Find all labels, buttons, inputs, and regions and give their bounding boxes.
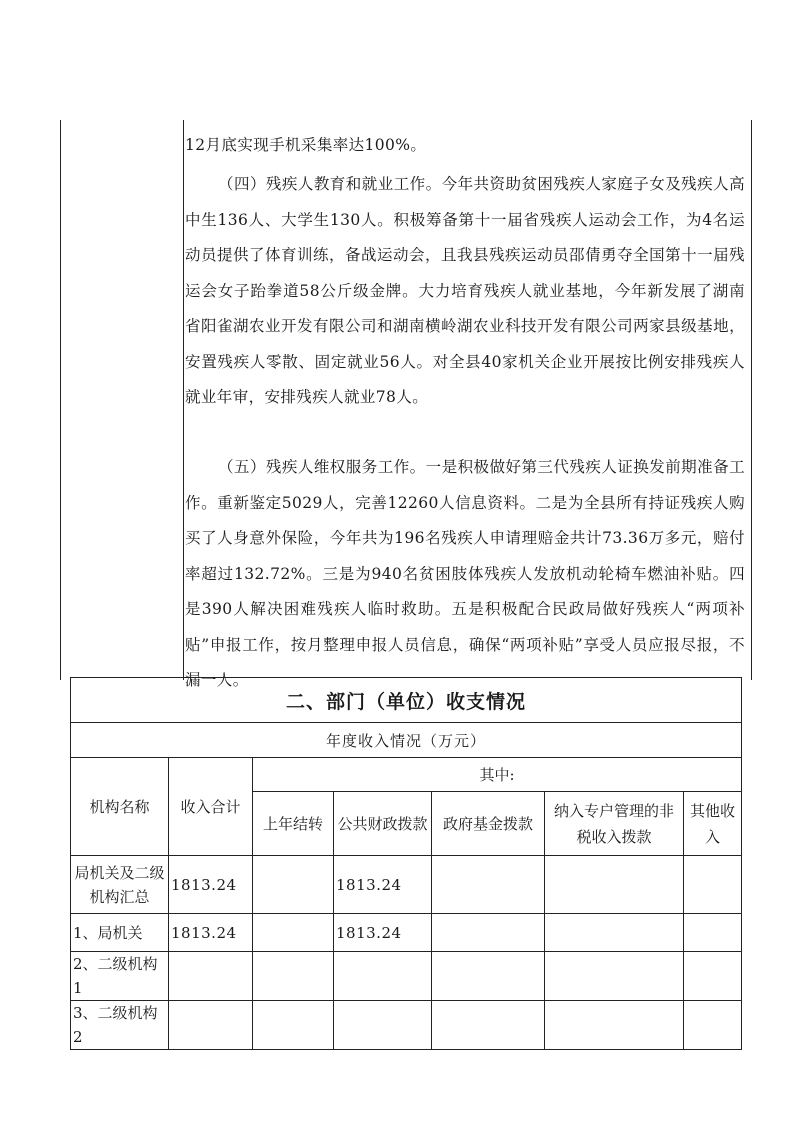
section-subtitle: 年度收入情况（万元） [71, 723, 742, 758]
column-divider [183, 120, 184, 680]
table-row [71, 856, 742, 914]
row-total [169, 1001, 253, 1050]
row-org-name: 局机关及二级机构汇总 [71, 856, 169, 914]
row-public-finance: 1813.24 [334, 914, 432, 952]
row-public-finance [334, 952, 432, 1001]
row-non-tax [545, 1001, 684, 1050]
section-title-row [71, 678, 742, 723]
row-gov-fund [432, 856, 545, 914]
paragraph-phone-collection: 12月底实现手机采集率达100%。 [185, 136, 427, 154]
row-total [169, 952, 253, 1001]
row-public-finance [334, 1001, 432, 1050]
row-non-tax [545, 856, 684, 914]
table-row [71, 952, 742, 1001]
row-total: 1813.24 [169, 856, 253, 914]
header-of-which: 其中: [253, 758, 742, 792]
subtitle-row [71, 723, 742, 758]
header-total: 收入合计 [169, 758, 253, 856]
row-public-finance: 1813.24 [334, 856, 432, 914]
header-public-finance: 公共财政拨款 [334, 792, 432, 856]
row-carryover [253, 1001, 334, 1050]
paragraph-rights-services: （五）残疾人维权服务工作。一是积极做好第三代残疾人证换发前期准备工作。重新鉴定5029人，完善12260人信息资料。二是为全县所有持证残疾人购买了人身意外保险，今年共为196名残疾人申请理赔金共计73.36万多元，赔付率超过132.72%。三是为940名贫困肢体残疾人发放机动轮椅车燃油补贴。四是390人解决困难残疾人临时救助。五是积极配合民政局做好残疾人“两项补贴”申报工作，按月整理申报人员信息，确保“两项补贴”享受人员应报尽报，不漏一人。 [185, 458, 745, 689]
row-non-tax [545, 952, 684, 1001]
header-org-name: 机构名称 [71, 758, 169, 856]
row-carryover [253, 914, 334, 952]
row-gov-fund [432, 1001, 545, 1050]
row-org-name: 2、二级机构1 [71, 952, 169, 1001]
row-org-name: 1、局机关 [71, 914, 169, 952]
table-row [71, 914, 742, 952]
section-title: 二、部门（单位）收支情况 [71, 678, 742, 723]
row-non-tax [545, 914, 684, 952]
header-row-1 [71, 758, 742, 792]
header-gov-fund: 政府基金拨款 [432, 792, 545, 856]
row-carryover [253, 856, 334, 914]
narrative-frame [60, 120, 752, 689]
income-table [70, 677, 742, 1050]
row-gov-fund [432, 914, 545, 952]
header-carryover: 上年结转 [253, 792, 334, 856]
table-row [71, 1001, 742, 1050]
paragraph-education-employment: （四）残疾人教育和就业工作。今年共资助贫困残疾人家庭子女及残疾人高中生136人、大学生130人。积极筹备第十一届省残疾人运动会工作，为4名运动员提供了体育训练，备战运动会，且我县残疾运动员邵倩勇夺全国第十一届残运会女子跆拳道58公斤级金牌。大力培育残疾人就业基地，今年新发展了湖南省阳雀湖农业开发有限公司和湖南横岭湖农业科技开发有限公司两家县级基地，安置残疾人零散、固定就业56人。对全县40家机关企业开展按比例安排残疾人就业年审，安排残疾人就业78人。 [185, 175, 745, 406]
row-gov-fund [432, 952, 545, 1001]
header-other: 其他收入 [684, 792, 742, 856]
row-carryover [253, 952, 334, 1001]
row-org-name: 3、二级机构2 [71, 1001, 169, 1050]
row-total: 1813.24 [169, 914, 253, 952]
header-non-tax: 纳入专户管理的非税收入拨款 [545, 792, 684, 856]
row-other [684, 952, 742, 1001]
row-other [684, 914, 742, 952]
row-other [684, 856, 742, 914]
row-other [684, 1001, 742, 1050]
